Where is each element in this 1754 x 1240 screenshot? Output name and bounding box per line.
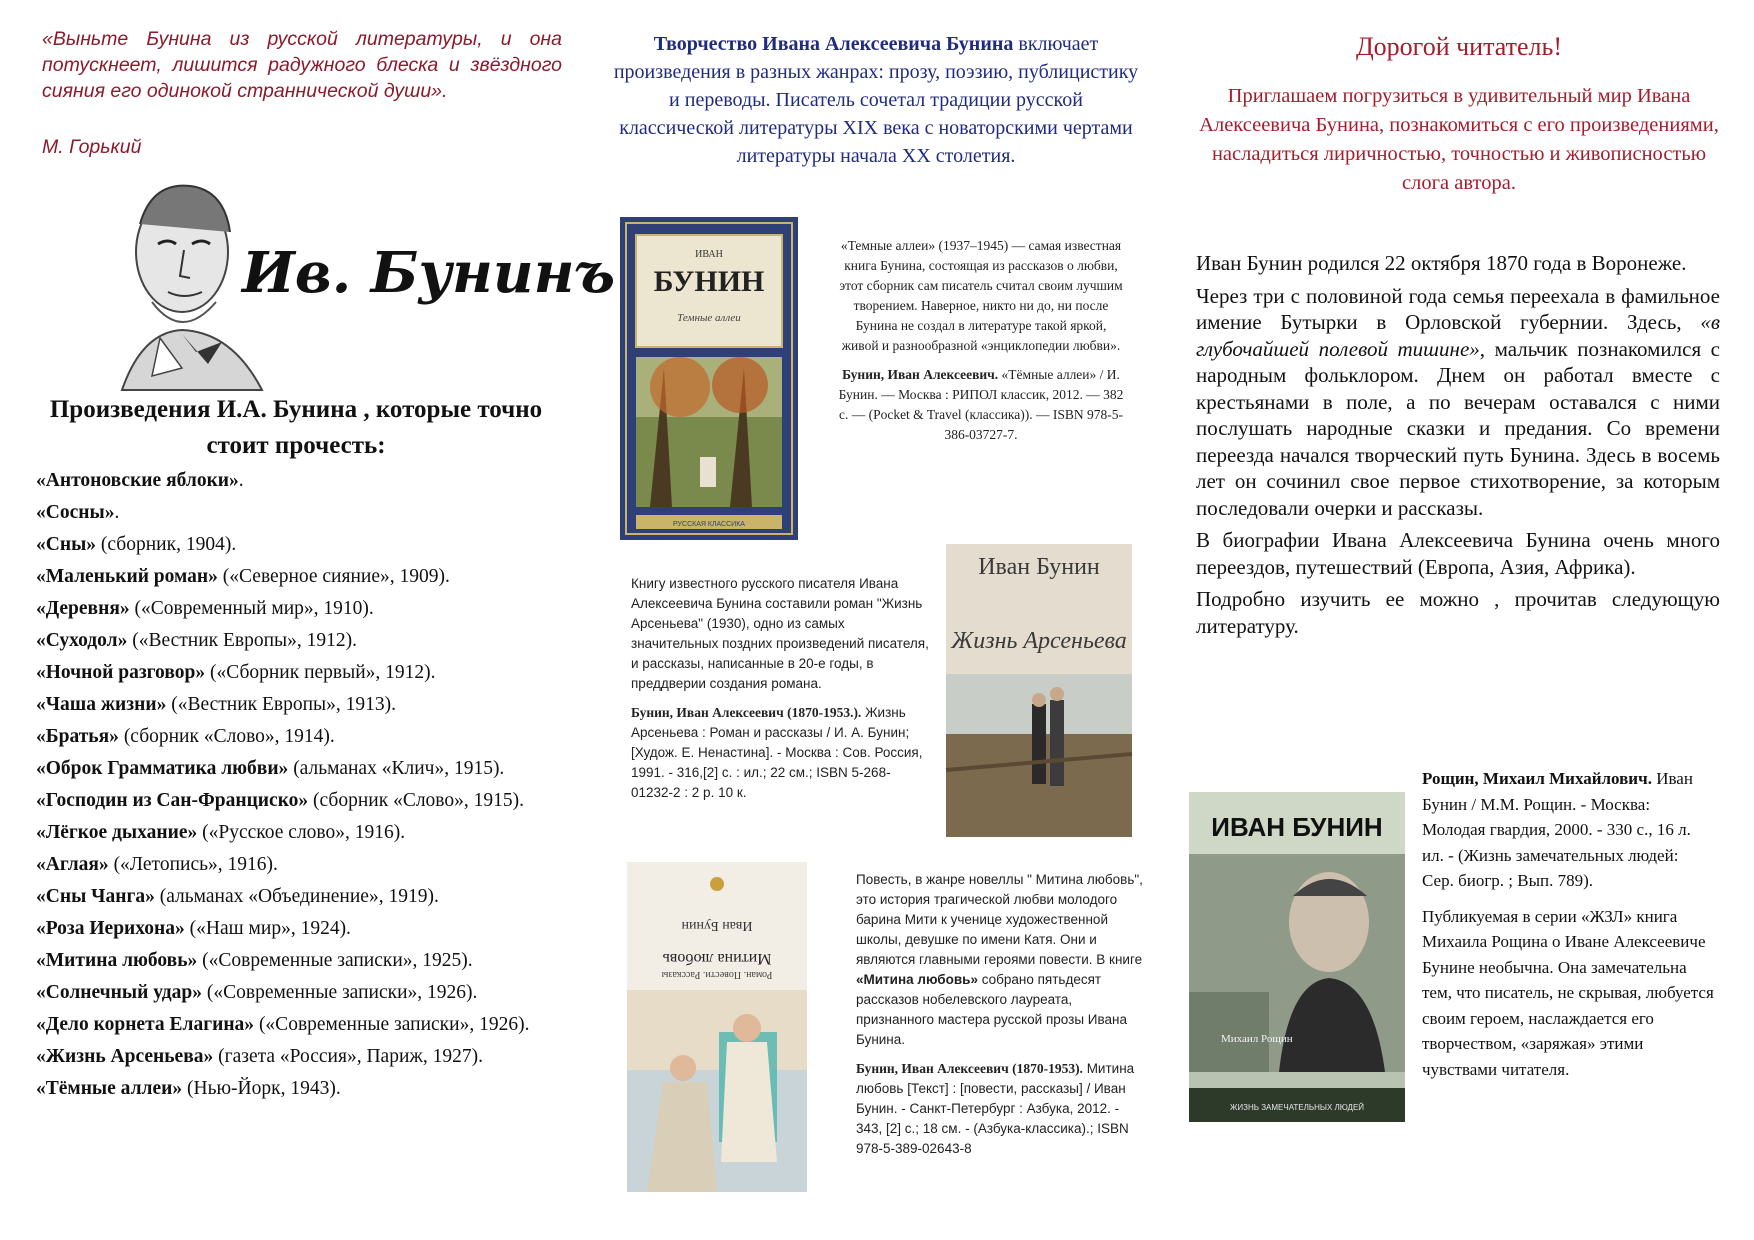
work-details: («Сборник первый», 1912). [205, 662, 436, 683]
right-panel [1169, 0, 1754, 1240]
work-item [36, 1044, 576, 1069]
work-title: «Чаша жизни» [36, 694, 167, 715]
signature-image: Ив. Бунинъ [242, 240, 616, 306]
gorky-quote: «Выньте Бунина из русской литературы, и она потускнеет, лишится радужного блеска и звёздного сияния его одинокой страннической души». [42, 28, 562, 102]
book2-cover-author: Иван Бунин [978, 554, 1100, 580]
book4-description [1422, 766, 1714, 1092]
book1-ref-bold: Бунин, Иван Алексеевич. [842, 367, 999, 382]
book4-cover-title: ИВАН БУНИН [1211, 812, 1383, 842]
work-item [36, 820, 576, 845]
work-title: «Маленький роман» [36, 566, 218, 587]
work-item [36, 1076, 576, 1101]
intro-rest: включает произведения в разных жанрах: прозу, поэзию, публицистику и переводы. Писатель сочетал традиции русской классической литературы XIX века с новаторскими чертами литературы начала XX столетия. [613, 33, 1139, 167]
book2-desc-text: Книгу известного русского писателя Ивана Алексеевича Бунина составили роман "Жизнь Арсеньева" (1930), одно из самых значительных поздних произведений писателя, и рассказы, написанные в 20-е годы, в преддверии создания романа. [631, 576, 929, 691]
work-details: (сборник «Слово», 1914). [118, 726, 335, 747]
book3-cover-author: Иван Бунин [681, 918, 753, 933]
book-cover-zhizn-arseneva [946, 544, 1132, 837]
work-details: («Современный мир», 1910). [129, 598, 374, 619]
work-title: «Антоновские яблоки» [36, 470, 239, 491]
work-item [36, 596, 576, 621]
book3-description [856, 870, 1146, 1168]
work-details: . [114, 502, 120, 523]
work-item [36, 724, 576, 749]
work-title: «Сны Чанга» [36, 886, 155, 907]
work-details: («Летопись», 1916). [108, 854, 278, 875]
work-item [36, 884, 576, 909]
work-details: . [238, 470, 244, 491]
book4-ref-bold: Рощин, Михаил Михайлович. [1422, 769, 1652, 788]
work-title: «Братья» [36, 726, 119, 747]
work-details: («Наш мир», 1924). [184, 918, 351, 939]
work-title: «Жизнь Арсеньева» [36, 1046, 214, 1067]
biography [1196, 250, 1720, 645]
work-title: «Лёгкое дыхание» [36, 822, 198, 843]
intro-bold: Творчество Ивана Алексеевича Бунина [653, 33, 1014, 55]
work-details: («Вестник Европы», 1912). [127, 630, 358, 651]
work-details: (альманах «Клич», 1915). [288, 758, 505, 779]
bio-p1: Иван Бунин родился 22 октября 1870 года в Воронеже. [1196, 251, 1687, 275]
book4-cover-author: Михаил Рощин [1221, 1033, 1293, 1045]
work-item [36, 692, 576, 717]
bio-p2b: , мальчик познакомился с народным фольклором. Днем он работал вместе с крестьянами в поле, а по вечерам оставался с ними послушать народные сказки и предания. Со времени переезда начался творческий путь Бунина. Здесь в восемь лет он сочинил свое первое стихотворение, за которым последовали очерки и рассказы. [1196, 336, 1721, 520]
book4-cover-series: ЖИЗНЬ ЗАМЕЧАТЕЛЬНЫХ ЛЮДЕЙ [1229, 1103, 1365, 1112]
work-details: (сборник, 1904). [96, 534, 237, 555]
work-item [36, 980, 576, 1005]
bunin-portrait [112, 172, 616, 390]
work-title: «Господин из Сан-Франциско» [36, 790, 309, 811]
middle-panel [585, 0, 1169, 1240]
work-title: «Дело корнета Елагина» [36, 1014, 255, 1035]
work-details: (Нью-Йорк, 1943). [182, 1078, 341, 1099]
work-title: «Деревня» [36, 598, 130, 619]
work-title: «Сосны» [36, 502, 115, 523]
work-item [36, 468, 576, 493]
work-title: «Солнечный удар» [36, 982, 202, 1003]
book1-desc-text: «Темные аллеи» (1937–1945) — самая известная книга Бунина, состоящая из рассказов о любви, этот сборник сам писатель считал своим лучшим творением. Наверное, никто ни до, ни после Бунина не создал в литературе такой яркой, живой и разнообразной «энциклопедии любви». [839, 238, 1123, 353]
work-details: (сборник «Слово», 1915). [308, 790, 525, 811]
book3-ref: Митина любовь [Текст] : [повести, рассказы] / Иван Бунин. - Санкт-Петербург : Азбука, 2012. - 343, [2] с.; 18 см. - (Азбука-классика).; ISBN 978-5-389-02643-8 [856, 1061, 1135, 1156]
book2-description [631, 574, 929, 812]
work-item [36, 788, 576, 813]
book3-ref-bold: Бунин, Иван Алексеевич (1870-1953). [856, 1061, 1083, 1076]
work-details: (газета «Россия», Париж, 1927). [213, 1046, 483, 1067]
intro-text [611, 30, 1141, 170]
book3-desc-bold: «Митина любовь» [856, 972, 978, 987]
work-details: («Вестник Европы», 1913). [166, 694, 397, 715]
book1-cover-author: ИВАН [695, 249, 723, 260]
quote-author: М. Горький [42, 136, 142, 158]
greeting: Дорогой читатель! [1355, 32, 1563, 61]
work-title: «Сны» [36, 534, 97, 555]
work-details: («Современные записки», 1925). [197, 950, 473, 971]
book1-cover-subtitle: Темные аллеи [677, 312, 741, 324]
book-cover-temnye-allei [620, 217, 798, 540]
book4-ref: Иван Бунин / М.М. Рощин. - Москва: Молодая гвардия, 2000. - 330 с., 16 л. ил. - (Жизнь замечательных людей: Сер. биогр. ; Вып. 789). [1422, 769, 1693, 890]
book2-ref: Жизнь Арсеньева : Роман и рассказы / И. А. Бунин; [Худож. Е. Ненастина]. - Москва : Сов. Россия, 1991. - 316,[2] с. : ил.; 22 см.; ISBN 5-268-01232-2 : 2 р. 10 к. [631, 705, 923, 800]
bio-p4: Подробно изучить ее можно , прочитав следующую литературу. [1196, 587, 1720, 638]
work-item [36, 948, 576, 973]
book-cover-mitina-lyubov [627, 862, 807, 1192]
work-title: «Митина любовь» [36, 950, 198, 971]
work-item [36, 916, 576, 941]
work-details: («Русское слово», 1916). [197, 822, 406, 843]
book1-cover-title: БУНИН [653, 265, 765, 298]
work-item [36, 1012, 576, 1037]
work-title: «Тёмные аллеи» [36, 1078, 183, 1099]
left-panel [0, 0, 616, 1240]
work-item [36, 564, 576, 589]
bio-p3: В биографии Ивана Алексеевича Бунина очень много переездов, путешествий (Европа, Азия, Африка). [1196, 528, 1720, 579]
bio-p2-italic: «в глубочайшей полевой тишине» [1196, 310, 1720, 361]
book2-cover-title: Жизнь Арсеньева [951, 628, 1127, 654]
book3-cover-title: Митина любовь [662, 950, 772, 967]
works-list [36, 468, 576, 1108]
work-item [36, 532, 576, 557]
work-title: «Оброк Грамматика любви» [36, 758, 289, 779]
book2-ref-bold: Бунин, Иван Алексеевич (1870-1953.). [631, 705, 862, 720]
book1-cover-series: РУССКАЯ КЛАССИКА [673, 521, 745, 528]
work-item [36, 756, 576, 781]
work-title: «Аглая» [36, 854, 109, 875]
work-details: («Современные записки», 1926). [201, 982, 478, 1003]
work-details: (альманах «Объединение», 1919). [154, 886, 439, 907]
works-title: Произведения И.А. Бунина , которые точно стоит прочесть: [49, 396, 543, 459]
bio-p2a: Через три с половиной года семья переехала в фамильное имение Бутырки в Орловской губернии. Здесь, [1196, 283, 1720, 334]
book1-ref: «Тёмные аллеи» / И. Бунин. — Москва : РИПОЛ классик, 2012. — 382 с. — (Pocket & Travel (классика)). — ISBN 978-5-386-03727-7. [838, 367, 1124, 442]
work-details: («Современные записки», 1926). [254, 1014, 530, 1035]
book4-desc-text: Публикуемая в серии «ЖЗЛ» книга Михаила Рощина о Иване Алексеевиче Бунине необычна. Она замечательна тем, что писатель, не скрывая, любуется своим героем, наслаждается его творчеством, «заряжая» этими чувствами читателя. [1422, 906, 1714, 1079]
work-item [36, 660, 576, 685]
work-details: («Северное сияние», 1909). [217, 566, 450, 587]
book1-description [838, 236, 1124, 454]
work-item [36, 852, 576, 877]
book-cover-roshchin [1189, 792, 1405, 1122]
work-title: «Роза Иерихона» [36, 918, 185, 939]
book3-desc-a: Повесть, в жанре новеллы " Митина любовь", это история трагической любви молодого барина Мити к ученице художественной школы, девушке по имени Катя. Они и являются главными героями повести. В книге [856, 872, 1143, 967]
work-item [36, 628, 576, 653]
work-title: «Ночной разговор» [36, 662, 206, 683]
book3-cover-subtitle: Роман. Повести. Рассказы [661, 969, 773, 980]
work-title: «Суходол» [36, 630, 128, 651]
work-item [36, 500, 576, 525]
book3-desc-b: собрано пятьдесят рассказов нобелевского лауреата, признанного мастера русской прозы Ивана Бунина. [856, 972, 1127, 1047]
invite-text: Приглашаем погрузиться в удивительный мир Ивана Алексеевича Бунина, познакомиться с его произведениями, насладиться лиричностью, точностью и живописностью слога автора. [1199, 85, 1719, 194]
